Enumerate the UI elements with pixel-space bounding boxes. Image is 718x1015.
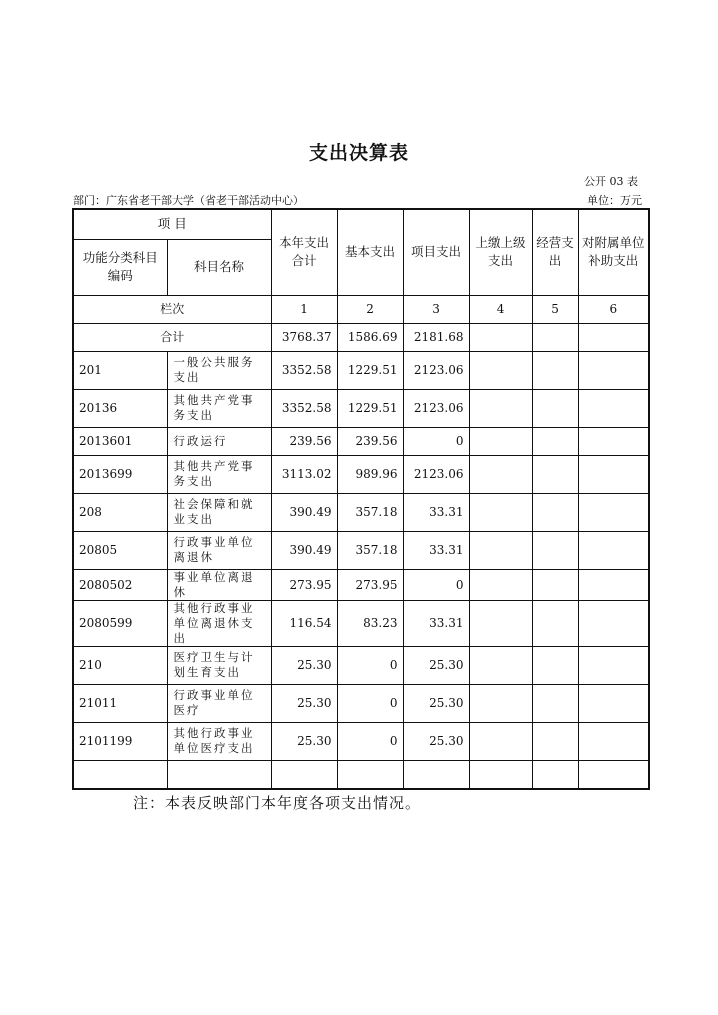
row-code: 208: [73, 493, 167, 531]
row-value: [532, 427, 578, 455]
index-cell: 6: [578, 295, 649, 323]
row-value: 25.30: [403, 722, 469, 760]
row-code: [73, 760, 167, 789]
department-label: 部门：广东省老干部大学（省老干部活动中心）: [73, 194, 304, 207]
header-row-group: [73, 209, 649, 239]
row-code: 2080502: [73, 569, 167, 600]
row-code: 210: [73, 646, 167, 684]
row-value: [532, 493, 578, 531]
table-row: [73, 600, 649, 646]
row-value: 0: [337, 646, 403, 684]
row-value: 33.31: [403, 600, 469, 646]
header-project: 项目支出: [403, 209, 469, 295]
row-value: 25.30: [271, 646, 337, 684]
row-name: 事业单位离退休: [167, 569, 271, 600]
table-row: [73, 646, 649, 684]
row-value: 390.49: [271, 531, 337, 569]
header-code: 功能分类科目编码: [73, 239, 167, 295]
index-cell: 2: [337, 295, 403, 323]
row-name: 一般公共服务支出: [167, 351, 271, 389]
row-value: [469, 684, 532, 722]
row-value: 273.95: [337, 569, 403, 600]
row-code: 21011: [73, 684, 167, 722]
row-code: 20136: [73, 389, 167, 427]
row-value: 1229.51: [337, 351, 403, 389]
row-value: [578, 427, 649, 455]
row-value: 239.56: [271, 427, 337, 455]
row-value: 83.23: [337, 600, 403, 646]
row-code: 2013601: [73, 427, 167, 455]
header-name: 科目名称: [167, 239, 271, 295]
table-body: [73, 351, 649, 789]
row-value: 116.54: [271, 600, 337, 646]
index-label: 栏次: [73, 295, 271, 323]
row-value: 2123.06: [403, 455, 469, 493]
row-name: 社会保障和就业支出: [167, 493, 271, 531]
header-total: 本年支出合计: [271, 209, 337, 295]
row-value: [469, 760, 532, 789]
row-value: [469, 455, 532, 493]
row-value: [532, 455, 578, 493]
row-code: 2101199: [73, 722, 167, 760]
row-value: [469, 531, 532, 569]
header-business: 经营支出: [532, 209, 578, 295]
row-value: [469, 351, 532, 389]
row-value: [578, 389, 649, 427]
total-value: [532, 323, 578, 351]
table-row: [73, 351, 649, 389]
row-value: 33.31: [403, 493, 469, 531]
row-value: 390.49: [271, 493, 337, 531]
row-name: 行政事业单位医疗: [167, 684, 271, 722]
row-value: [532, 722, 578, 760]
row-value: [578, 600, 649, 646]
row-value: [403, 760, 469, 789]
row-value: 273.95: [271, 569, 337, 600]
table-row: [73, 722, 649, 760]
row-code: 201: [73, 351, 167, 389]
index-cell: 4: [469, 295, 532, 323]
row-value: [469, 569, 532, 600]
header-subsidy: 对附属单位补助支出: [578, 209, 649, 295]
row-value: [578, 531, 649, 569]
row-code: 2080599: [73, 600, 167, 646]
table-row: [73, 569, 649, 600]
row-value: [469, 646, 532, 684]
row-value: [469, 493, 532, 531]
row-value: [578, 351, 649, 389]
total-value: 2181.68: [403, 323, 469, 351]
row-value: 1229.51: [337, 389, 403, 427]
header-remit: 上缴上级支出: [469, 209, 532, 295]
row-value: [532, 684, 578, 722]
row-value: 3113.02: [271, 455, 337, 493]
row-value: 0: [403, 569, 469, 600]
row-value: 989.96: [337, 455, 403, 493]
row-name: 其他共产党事务支出: [167, 455, 271, 493]
row-value: [578, 646, 649, 684]
total-label: 合计: [73, 323, 271, 351]
form-number: 公开 03 表: [584, 175, 638, 188]
total-value: 1586.69: [337, 323, 403, 351]
table-row: [73, 531, 649, 569]
row-value: [578, 722, 649, 760]
row-name: 其他行政事业单位医疗支出: [167, 722, 271, 760]
row-value: 239.56: [337, 427, 403, 455]
index-cell: 5: [532, 295, 578, 323]
row-value: [532, 760, 578, 789]
row-value: [469, 389, 532, 427]
table-row: [73, 760, 649, 789]
row-value: 3352.58: [271, 351, 337, 389]
row-code: 20805: [73, 531, 167, 569]
row-value: 2123.06: [403, 389, 469, 427]
row-name: 行政运行: [167, 427, 271, 455]
row-value: [578, 493, 649, 531]
row-value: [532, 600, 578, 646]
total-value: 3768.37: [271, 323, 337, 351]
row-value: 25.30: [403, 684, 469, 722]
row-value: 357.18: [337, 531, 403, 569]
row-value: [469, 427, 532, 455]
total-value: [469, 323, 532, 351]
header-basic: 基本支出: [337, 209, 403, 295]
table-row: [73, 427, 649, 455]
table-row: [73, 684, 649, 722]
total-value: [578, 323, 649, 351]
row-value: [469, 722, 532, 760]
table-row: [73, 493, 649, 531]
header-item-group: 项 目: [73, 209, 271, 239]
row-value: 0: [403, 427, 469, 455]
table-row: [73, 389, 649, 427]
row-value: [532, 351, 578, 389]
index-cell: 3: [403, 295, 469, 323]
row-value: 33.31: [403, 531, 469, 569]
row-value: [578, 455, 649, 493]
row-value: 0: [337, 722, 403, 760]
row-code: 2013699: [73, 455, 167, 493]
row-name: 其他共产党事务支出: [167, 389, 271, 427]
row-name: 其他行政事业单位离退休支出: [167, 600, 271, 646]
row-name: [167, 760, 271, 789]
row-value: 25.30: [403, 646, 469, 684]
row-value: 25.30: [271, 722, 337, 760]
footnote: 注：本表反映部门本年度各项支出情况。: [133, 794, 422, 812]
index-row: [73, 295, 649, 323]
row-value: [271, 760, 337, 789]
row-value: 3352.58: [271, 389, 337, 427]
row-value: 357.18: [337, 493, 403, 531]
unit-label: 单位：万元: [587, 194, 642, 207]
row-value: 2123.06: [403, 351, 469, 389]
row-value: [469, 600, 532, 646]
page-title: 支出决算表: [308, 142, 409, 164]
table-row: [73, 455, 649, 493]
row-name: 行政事业单位离退休: [167, 531, 271, 569]
row-value: [532, 646, 578, 684]
row-value: [337, 760, 403, 789]
total-row: [73, 323, 649, 351]
row-value: [532, 389, 578, 427]
row-value: [578, 569, 649, 600]
row-value: 25.30: [271, 684, 337, 722]
expenditure-table: [72, 208, 650, 790]
row-value: 0: [337, 684, 403, 722]
row-value: [532, 531, 578, 569]
index-cell: 1: [271, 295, 337, 323]
row-value: [532, 569, 578, 600]
row-name: 医疗卫生与计划生育支出: [167, 646, 271, 684]
row-value: [578, 760, 649, 789]
row-value: [578, 684, 649, 722]
